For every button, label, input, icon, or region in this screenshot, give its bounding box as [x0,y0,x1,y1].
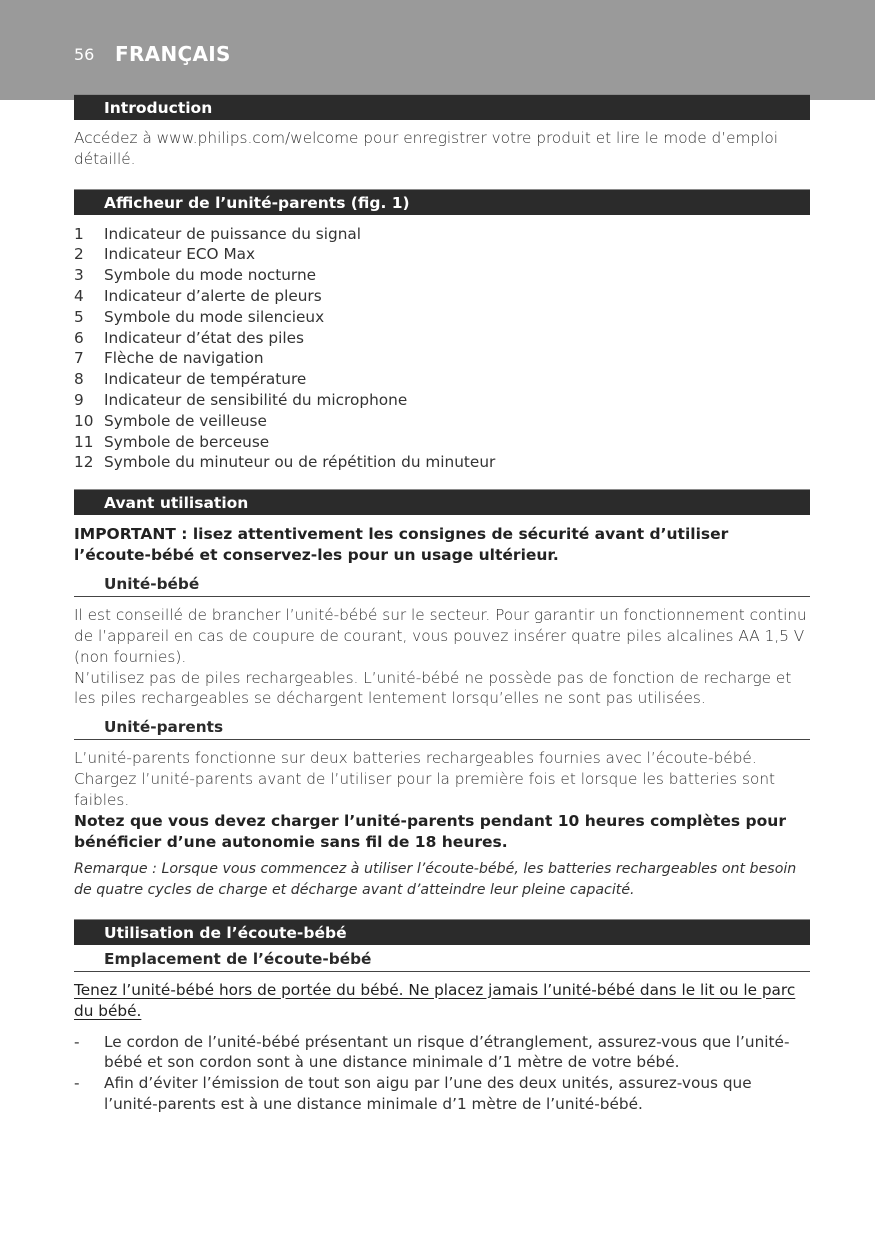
list-item: - Le cordon de l’unité-bébé présentant un risque d’étranglement, assurez-vous que l’unité-bébé et son cordon sont à une distance minimale d’1 mètre de votre bébé. [74,1032,790,1072]
section-heading-before-use: Avant utilisation [74,489,810,515]
list-item: 6 Indicateur d’état des piles [74,328,304,347]
baby-unit-text-2: N’utilisez pas de piles rechargeables. L’unité-bébé ne possède pas de fonction de recharge et les piles rechargeables se déchargent lentement lorsqu’elles ne sont pas utilisées. [74,668,792,708]
list-item: 1 Indicateur de puissance du signal [74,224,362,243]
placement-bullets [74,1032,810,1115]
placement-warning: Tenez l’unité-bébé hors de portée du bébé. Ne placez jamais l’unité-bébé dans le lit ou le parc du bébé. [74,980,796,1020]
subheading-placement: Emplacement de l’écoute-bébé [74,948,810,972]
list-item: 2 Indicateur ECO Max [74,245,256,264]
list-item: 10 Symbole de veilleuse [74,411,267,430]
baby-unit-text-1: Il est conseillé de brancher l’unité-bébé sur le secteur. Pour garantir un fonctionnement continu de l’appareil en cas de coupure de courant, vous pouvez insérer quatre piles alcalines AA 1,5 V (non fournies). [74,606,807,666]
subheading-parent-unit: Unité-parents [74,716,810,740]
list-item: - Afin d’éviter l’émission de tout son aigu par l’une des deux unités, assurez-vous que l’unité-parents est à une distance minimale d’1 mètre de l’unité-bébé. [74,1074,752,1113]
subheading-baby-unit: Unité-bébé [74,573,810,597]
list-item: 7 Flèche de navigation [74,349,264,368]
list-item: 5 Symbole du mode silencieux [74,307,325,326]
page-number: 56 [74,45,95,64]
page-content [74,94,810,1115]
list-item: 9 Indicateur de sensibilité du microphone [74,390,408,409]
parent-unit-text: L’unité-parents fonctionne sur deux batteries rechargeables fournies avec l’écoute-bébé. Chargez l’unité-parents avant de l’utiliser pour la première fois et lorsque les batteries sont faibles. [74,749,776,809]
page-header-bar [0,0,875,100]
display-items-list [74,224,810,474]
list-item: 4 Indicateur d’alerte de pleurs [74,286,322,305]
list-item: 3 Symbole du mode nocturne [74,266,317,285]
section-heading-introduction: Introduction [74,94,810,120]
important-notice: IMPORTANT : lisez attentivement les consignes de sécurité avant d’utiliser l’écoute-bébé et conservez-les pour un usage ultérieur. [74,525,729,565]
list-item: 8 Indicateur de température [74,370,307,389]
language-title: FRANÇAIS [115,42,231,66]
list-item: 12 Symbole du minuteur ou de répétition du minuteur [74,453,496,472]
section-heading-display: Afficheur de l’unité-parents (fig. 1) [74,189,810,215]
introduction-text: Accédez à www.philips.com/welcome pour enregistrer votre produit et lire le mode d’emploi détaillé. [74,129,778,168]
remark-text: Remarque : Lorsque vous commencez à utiliser l’écoute-bébé, les batteries rechargeables ont besoin de quatre cycles de charge et décharge avant d’atteindre leur pleine capacité. [74,860,797,898]
charging-note: Notez que vous devez charger l’unité-parents pendant 10 heures complètes pour bénéficier d’une autonomie sans fil de 18 heures. [74,811,786,851]
section-heading-usage: Utilisation de l’écoute-bébé [74,919,810,945]
list-item: 11 Symbole de berceuse [74,432,270,451]
